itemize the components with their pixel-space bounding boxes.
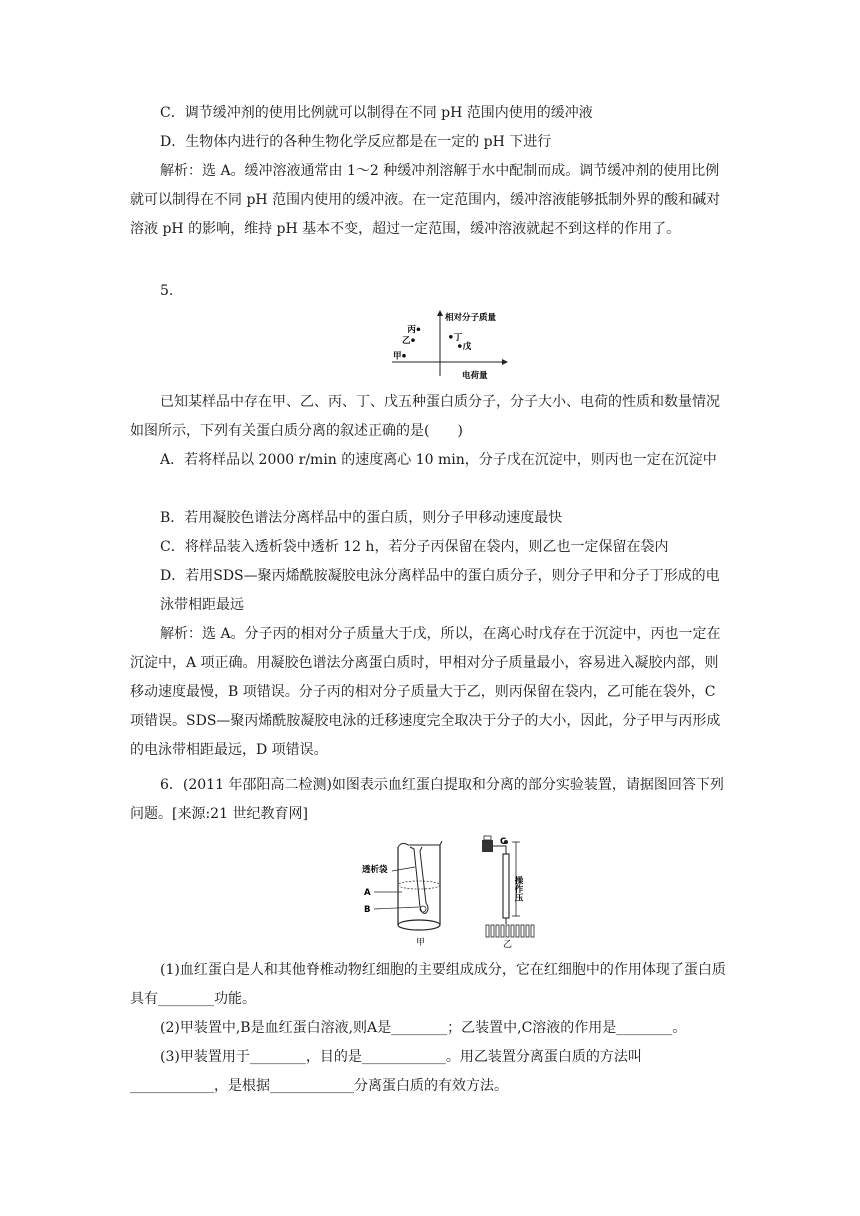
collection-tube: [516, 925, 519, 937]
protein-point-0: [417, 327, 421, 331]
q5-protein-figure: [382, 308, 512, 380]
collection-tube: [491, 925, 494, 937]
protein-points: [393, 324, 472, 361]
collection-tube: [506, 925, 509, 937]
collection-tube: [526, 925, 529, 937]
q6-subquestion-1: (1)血红蛋白是人和其他脊椎动物红细胞的主要组成成分，它在红细胞中的作用体现了蛋白质具有________功能。: [130, 962, 726, 1007]
q4-option-d: D．生物体内进行的各种生物化学反应都是在一定的 pH 下进行: [160, 134, 552, 150]
label-a: A: [364, 888, 371, 898]
protein-point-label-3: 丁: [453, 332, 463, 343]
reservoir-stopper: [484, 836, 491, 840]
label-dialysis-bag: 透析袋: [362, 865, 388, 875]
collection-tubes: [486, 925, 534, 937]
y-axis-arrow: [437, 310, 443, 316]
q5-option-c: C．将样品装入透析袋中透析 12 h，若分子丙保留在袋内，则乙也一定保留在袋内: [160, 539, 669, 555]
collection-tube: [521, 925, 524, 937]
q5-number: 5.: [160, 283, 174, 299]
label-c: C: [500, 837, 507, 847]
protein-point-label-4: 戊: [462, 342, 472, 353]
beaker-lip: [398, 841, 442, 847]
dialysis-apparatus-figure: [362, 837, 452, 949]
leader-b: [374, 907, 419, 909]
protein-point-label-1: 乙: [402, 336, 411, 347]
protein-point-3: [449, 335, 453, 339]
q4-explanation: 解析：选 A。缓冲溶液通常由 1～2 种缓冲剂溶解于水中配制而成。调节缓冲剂的使用比例就可以制得在不同 pH 范围内使用的缓冲液。在一定范围内，缓冲溶液能够抵制外界的酸和碱对溶液 pH 的影响，维持 pH 基本不变，超过一定范围，缓冲溶液就起不到这样的作用了。: [130, 163, 721, 237]
collection-tube: [486, 925, 489, 937]
x-axis-label: 电荷量: [462, 371, 488, 380]
q5-option-b: B．若用凝胶色谱法分离样品中的蛋白质，则分子甲移动速度最快: [160, 510, 563, 526]
protein-point-1: [411, 338, 415, 342]
q5-stem: 已知某样品中存在甲、乙、丙、丁、戊五种蛋白质分子，分子大小、电荷的性质和数量情况如图所示，下列有关蛋白质分离的叙述正确的是( ): [130, 394, 720, 439]
q6-stem: 6．(2011 年邵阳高二检测)如图表示血红蛋白提取和分离的部分实验装置，请据图回答下列问题。[来源:21 世纪教育网]: [130, 777, 724, 822]
collection-tube: [496, 925, 499, 937]
dialysis-bag-shape: [410, 847, 428, 913]
y-axis-label: 相对分子质量: [445, 313, 497, 323]
gel-column-figure: [472, 832, 552, 950]
q6-subquestion-3: (3)甲装置用于________，目的是____________。用乙装置分离蛋白质的方法叫____________，是根据____________分离蛋白质的有效方法。: [130, 1049, 642, 1094]
label-operating-pressure: 操作压: [513, 876, 523, 902]
protein-point-label-0: 丙: [407, 325, 416, 336]
beaker-base: [398, 920, 440, 930]
collection-tube: [531, 925, 534, 937]
protein-point-label-2: 甲: [393, 351, 402, 362]
protein-point-2: [402, 354, 406, 358]
gel-column: [503, 854, 509, 918]
buffer-reservoir: [482, 840, 493, 852]
caption-yi: 乙: [503, 940, 513, 950]
q4-option-c: C．调节缓冲剂的使用比例就可以制得在不同 pH 范围内使用的缓冲液: [160, 105, 593, 121]
q5-option-a: A．若将样品以 2000 r/min 的速度离心 10 min，分子戊在沉淀中，则丙也一定在沉淀中: [160, 452, 717, 468]
protein-point-4: [458, 344, 462, 348]
q5-explanation: 解析：选 A。分子丙的相对分子质量大于戊，所以，在离心时戊存在于沉淀中，丙也一定在沉淀中，A 项正确。用凝胶色谱法分离蛋白质时，甲相对分子质量最小，容易进入凝胶内部，则移动速度最慢，B 项错误。分子丙的相对分子质量大于乙，则丙保留在袋内，乙可能在袋外，C 项错误。SDS—聚丙烯酰胺凝胶电泳的迁移速度完全取决于分子的大小，因此，分子甲与丙形成的电泳带相距最远，D 项错误。: [130, 626, 721, 758]
q6-subquestion-2: (2)甲装置中,B是血红蛋白溶液,则A是________；乙装置中,C溶液的作用是________。: [160, 1020, 687, 1036]
leader-bag: [392, 867, 415, 871]
x-axis-arrow: [502, 359, 508, 365]
label-b: B: [364, 905, 371, 915]
connecting-tube: [493, 846, 506, 854]
collection-tube: [511, 925, 514, 937]
buffer-surface: [398, 881, 440, 889]
q5-option-d: D．若用SDS—聚丙烯酰胺凝胶电泳分离样品中的蛋白质分子，则分子甲和分子丁形成的电泳带相距最远: [160, 568, 720, 613]
caption-jia: 甲: [416, 938, 426, 948]
collection-tube: [501, 925, 504, 937]
